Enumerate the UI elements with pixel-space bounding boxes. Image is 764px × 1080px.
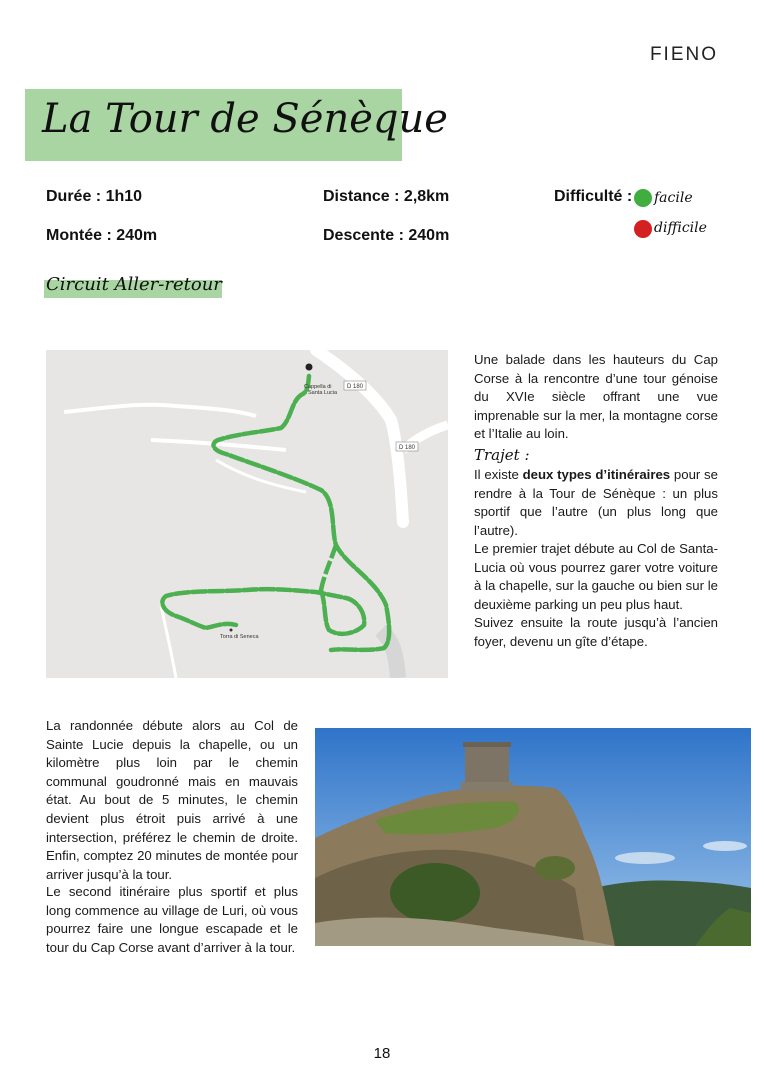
road-label-2: D 180 (399, 445, 416, 451)
hard-legend: difficile (654, 220, 707, 236)
chapel-label-2: Santa Lucia (308, 390, 338, 396)
trajet-paragraph-2: Le premier trajet débute au Col de Santa-Lucia où vous pourrez garer votre voiture à la chapelle, sur la gauche ou bien sur le deuxième parking un peu plus haut. (474, 541, 718, 612)
shrub-2 (535, 856, 575, 880)
page-number: 18 (373, 1045, 391, 1062)
trajet-paragraph-3: Suivez ensuite la route jusqu’à l’ancien foyer, devenu un gîte d’étape. (474, 615, 718, 649)
trajet-paragraph-1 (474, 466, 718, 540)
tower-base (461, 782, 513, 792)
trajet-p1-start: Il existe (474, 467, 523, 482)
chapel-marker-icon (306, 364, 313, 371)
duration-stat: Durée : 1h10 (46, 188, 143, 205)
ascent-stat: Montée : 240m (46, 227, 158, 244)
hard-dot-icon (634, 220, 652, 238)
track-1 (64, 405, 256, 416)
chapel-label-1: Cappella di (304, 384, 332, 390)
route-connector (321, 545, 336, 590)
trajet-heading: Trajet : (474, 446, 530, 464)
distance-stat: Distance : 2,8km (323, 188, 450, 205)
shrub (390, 863, 480, 923)
route-loop (162, 589, 364, 634)
tower-photo (315, 728, 751, 946)
descent-stat: Descente : 240m (323, 227, 450, 244)
tower-label: Torra di Seneca (220, 634, 259, 640)
tower-top (463, 742, 511, 747)
trajet-p1-end: pour se rendre à la Tour de Sénèque : un plus sportif que l’autre (un plus long que l’autre). (474, 467, 718, 538)
easy-legend: facile (654, 190, 693, 206)
easy-dot-icon (634, 189, 652, 207)
trail-map (46, 350, 448, 678)
section-title: FIENO (649, 44, 718, 65)
tower-marker-icon (230, 629, 233, 632)
page-title: La Tour de Sénèque (42, 96, 448, 142)
cloud (615, 852, 675, 864)
cloud-2 (703, 841, 747, 851)
trajet-p1-bold: deux types d’itinéraires (522, 467, 671, 482)
road-label-1: D 180 (347, 384, 364, 390)
trail-map-drawing (46, 350, 448, 678)
tower (465, 744, 509, 784)
left-paragraph-2: Le second itinéraire plus sportif et plus long commence au village de Luri, où vous pourrez faire une longue escapade et le tour du Cap Corse avant d’arriver à la tour. (46, 884, 298, 955)
tower-photo-drawing (315, 728, 751, 946)
left-paragraph-1: La randonnée débute alors au Col de Sainte Lucie depuis la chapelle, ou un kilomètre plus loin par le chemin communal goudronné mais en mauvais état. Au bout de 5 minutes, le chemin devient plus étroit puis arrivé à une intersection, préférez le chemin de droite. Enfin, comptez 20 minutes de montée pour arriver jusqu’à la tour. (46, 718, 298, 882)
difficulty-label: Difficulté : (554, 188, 633, 205)
circuit-type: Circuit Aller-retour (46, 274, 222, 295)
intro-paragraph: Une balade dans les hauteurs du Cap Corse à la rencontre d’une tour génoise du XVIe siècle offrant une vue imprenable sur la mer, la montagne corse et l’Italie au loin. (474, 352, 718, 442)
